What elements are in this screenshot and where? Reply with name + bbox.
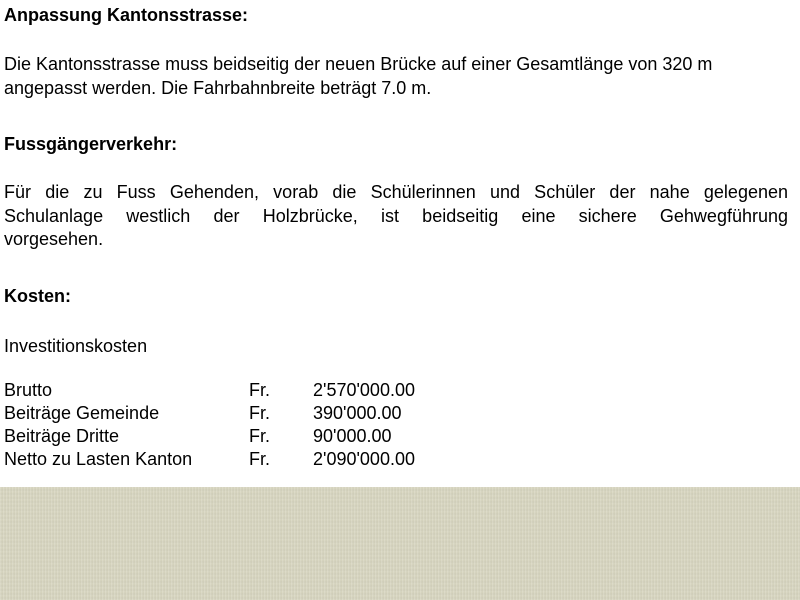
pedestrian-paragraph: [4, 181, 788, 252]
cost-amount: 90'000.00: [313, 426, 392, 446]
road-paragraph-line: Die Kantonsstrasse muss beidseitig der neuen Brücke auf einer Gesamtlänge von 320 m: [4, 54, 713, 74]
road-heading: Anpassung Kantonsstrasse:: [4, 5, 249, 25]
costs-subheading: Investitionskosten: [4, 336, 148, 356]
cost-currency: Fr.: [249, 403, 270, 423]
cost-amount: 390'000.00: [313, 403, 402, 423]
road-paragraph: [4, 53, 712, 100]
cost-label: Beiträge Gemeinde: [4, 403, 160, 423]
cost-currency: Fr.: [249, 426, 270, 446]
cost-currency: Fr.: [249, 449, 270, 469]
pedestrian-paragraph-line: vorgesehen.: [4, 229, 104, 249]
cost-label: Netto zu Lasten Kanton: [4, 449, 193, 469]
pedestrian-paragraph-line: Schulanlage westlich der Holzbrücke, ist beidseitig eine sichere Gehwegführung: [4, 205, 788, 226]
road-paragraph-line: angepasst werden. Die Fahrbahnbreite beträgt 7.0 m.: [4, 77, 432, 98]
cost-label: Beiträge Dritte: [4, 426, 120, 446]
costs-heading: Kosten:: [4, 286, 71, 306]
pedestrian-heading: Fussgängerverkehr:: [4, 134, 178, 154]
pedestrian-paragraph-line: Für die zu Fuss Gehenden, vorab die Schülerinnen und Schüler der nahe gelegenen: [4, 182, 788, 202]
paper-texture-background: [0, 487, 800, 600]
cost-currency: Fr.: [249, 380, 270, 400]
cost-amount: 2'570'000.00: [313, 380, 415, 400]
cost-label: Brutto: [4, 380, 53, 400]
cost-amount: 2'090'000.00: [313, 449, 415, 469]
